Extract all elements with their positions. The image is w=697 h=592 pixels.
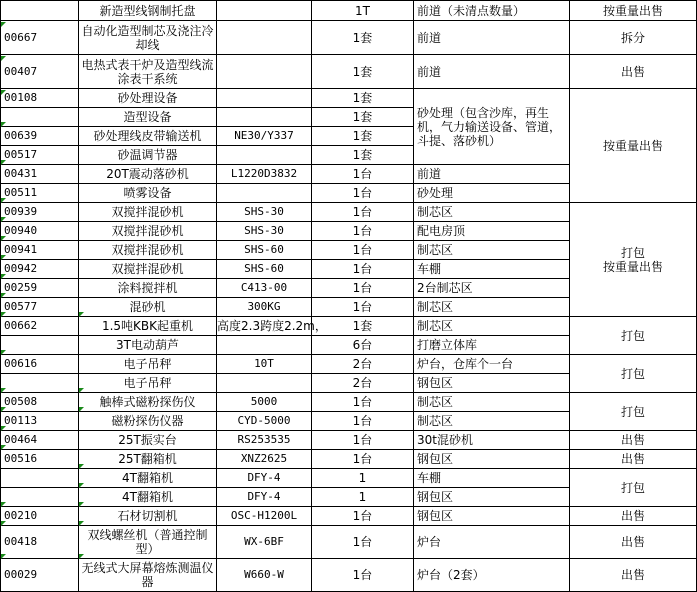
name-cell[interactable]: 25T振实台 [79,431,217,450]
comment-marker-icon [1,198,6,203]
qty-cell[interactable]: 1台 [312,203,414,222]
qty-cell[interactable]: 1套 [312,21,414,55]
name-cell[interactable]: 双搅拌混砂机 [79,260,217,279]
code-cell[interactable] [1,1,79,21]
name-cell[interactable]: 电子吊秤 [79,355,217,374]
comment-marker-icon [79,312,84,317]
model-cell[interactable]: W660-W [217,559,312,592]
model-cell[interactable] [217,108,312,127]
comment-marker-icon [79,521,84,526]
qty-cell[interactable]: 1套 [312,146,414,165]
disposition-cell[interactable]: 打包 [570,469,697,507]
disposition-cell[interactable]: 打包 [570,393,697,431]
name-cell[interactable]: 20T震动落砂机 [79,165,217,184]
disposition-cell[interactable]: 出售 [570,559,697,592]
name-cell[interactable]: 新造型线钢制托盘 [79,1,217,21]
model-cell[interactable]: C413-00 [217,279,312,298]
qty-cell[interactable]: 1台 [312,279,414,298]
location-cell[interactable]: 制芯区 [414,241,570,260]
name-cell[interactable]: 涂料搅拌机 [79,279,217,298]
code-cell[interactable]: 00616 [1,355,79,374]
code-cell[interactable] [1,488,79,507]
qty-cell[interactable]: 6台 [312,336,414,355]
location-cell[interactable]: 钢包区 [414,507,570,526]
code-cell[interactable]: 00431 [1,165,79,184]
location-cell[interactable]: 钢包区 [414,450,570,469]
code-cell[interactable] [1,374,79,393]
location-cell[interactable]: 制芯区 [414,298,570,317]
name-cell[interactable]: 磁粉探伤仪器 [79,412,217,431]
qty-cell[interactable]: 1台 [312,222,414,241]
code-cell[interactable]: 00511 [1,184,79,203]
qty-cell[interactable]: 1台 [312,165,414,184]
table-row [1,355,697,374]
comment-marker-icon [79,464,84,469]
table-row [1,317,697,336]
table-row [1,469,697,488]
qty-cell[interactable]: 1台 [312,241,414,260]
code-cell[interactable]: 00508 [1,393,79,412]
table-row [1,203,697,222]
model-cell[interactable]: SHS-60 [217,241,312,260]
comment-marker-icon [1,426,6,431]
comment-marker-icon [79,407,84,412]
name-cell[interactable]: 4T翻箱机 [79,469,217,488]
model-cell[interactable]: 5000 [217,393,312,412]
location-cell[interactable]: 制芯区 [414,203,570,222]
table-row [1,559,697,592]
code-cell[interactable]: 00667 [1,21,79,55]
code-cell[interactable]: 00113 [1,412,79,431]
comment-marker-icon [79,554,84,559]
comment-marker-icon [1,293,6,298]
name-cell[interactable]: 1.5吨KBK起重机 [79,317,217,336]
comment-marker-icon [1,122,6,127]
disposition-cell[interactable]: 打包 按重量出售 [570,203,697,317]
table-row [1,431,697,450]
disposition-cell[interactable]: 出售 [570,450,697,469]
code-cell[interactable] [1,108,79,127]
comment-marker-icon [79,483,84,488]
name-cell[interactable]: 砂处理线皮带输送机 [79,127,217,146]
model-cell[interactable]: OSC-H1200L [217,507,312,526]
code-cell[interactable]: 00942 [1,260,79,279]
location-cell[interactable]: 前道 [414,165,570,184]
location-cell[interactable]: 砂处理 [414,184,570,203]
model-cell[interactable]: WX-6BF [217,526,312,559]
comment-marker-icon [1,160,6,165]
comment-marker-icon [1,350,6,355]
comment-marker-icon [79,388,84,393]
model-cell[interactable] [217,374,312,393]
comment-marker-icon [79,502,84,507]
qty-cell[interactable]: 1套 [312,127,414,146]
location-cell[interactable]: 车棚 [414,469,570,488]
name-cell[interactable]: 触棒式磁粉探伤仪 [79,393,217,412]
name-cell[interactable]: 石材切割机 [79,507,217,526]
name-cell[interactable]: 自动化造型制芯及浇注冷却线 [79,21,217,55]
name-cell[interactable]: 3T电动葫芦 [79,336,217,355]
table-row [1,450,697,469]
table-row [1,526,697,559]
name-cell[interactable]: 无线式大屏幕熔炼测温仪器 [79,559,217,592]
qty-cell[interactable]: 1套 [312,317,414,336]
qty-cell[interactable]: 1套 [312,89,414,108]
table-row [1,1,697,21]
code-cell[interactable]: 00210 [1,507,79,526]
name-cell[interactable]: 喷雾设备 [79,184,217,203]
model-cell[interactable]: 300KG [217,298,312,317]
location-cell[interactable]: 钢包区 [414,488,570,507]
location-cell[interactable]: 2台制芯区 [414,279,570,298]
disposition-cell[interactable]: 按重量出售 [570,1,697,21]
model-cell[interactable] [217,55,312,89]
disposition-cell[interactable]: 按重量出售 [570,89,697,203]
name-cell[interactable]: 双搅拌混砂机 [79,203,217,222]
location-cell[interactable]: 制芯区 [414,317,570,336]
location-cell[interactable]: 前道 [414,21,570,55]
code-cell[interactable]: 00577 [1,298,79,317]
name-cell[interactable]: 双线螺丝机（普通控制型） [79,526,217,559]
table-row [1,55,697,89]
name-cell[interactable]: 砂温调节器 [79,146,217,165]
qty-cell[interactable]: 1台 [312,393,414,412]
model-cell[interactable] [217,89,312,108]
model-cell[interactable]: XNZ2625 [217,450,312,469]
location-cell[interactable]: 炉台，仓库个一台 [414,355,570,374]
comment-marker-icon [1,236,6,241]
location-cell[interactable]: 前道（未清点数量） [414,1,570,21]
model-cell[interactable]: L1220D3832 [217,165,312,184]
disposition-cell[interactable]: 打包 [570,317,697,355]
model-cell[interactable]: 高度2.3跨度2.2m， [217,317,312,336]
comment-marker-icon [1,407,6,412]
code-cell[interactable]: 00108 [1,89,79,108]
qty-cell[interactable]: 1套 [312,55,414,89]
code-cell[interactable]: 00418 [1,526,79,559]
location-cell[interactable]: 配电房顶 [414,222,570,241]
code-cell[interactable]: 00517 [1,146,79,165]
comment-marker-icon [1,312,6,317]
table-row [1,21,697,55]
qty-cell[interactable]: 2台 [312,355,414,374]
model-cell[interactable]: 10T [217,355,312,374]
code-cell[interactable]: 00639 [1,127,79,146]
name-cell[interactable]: 砂处理设备 [79,89,217,108]
table-row [1,507,697,526]
name-cell[interactable]: 双搅拌混砂机 [79,222,217,241]
comment-marker-icon [1,22,6,27]
code-cell[interactable] [1,469,79,488]
location-cell[interactable]: 砂处理（包含沙库，再生机，气力输送设备、管道，斗提、落砂机） [414,89,570,165]
comment-marker-icon [1,502,6,507]
model-cell[interactable]: DFY-4 [217,469,312,488]
code-cell[interactable]: 00259 [1,279,79,298]
qty-cell[interactable]: 1台 [312,450,414,469]
model-cell[interactable] [217,21,312,55]
comment-marker-icon [1,521,6,526]
qty-cell[interactable]: 1台 [312,559,414,592]
disposition-cell[interactable]: 打包 [570,355,697,393]
comment-marker-icon [1,56,6,61]
name-cell[interactable]: 电子吊秤 [79,374,217,393]
code-cell[interactable]: 00662 [1,317,79,336]
name-cell[interactable]: 造型设备 [79,108,217,127]
qty-cell[interactable]: 1台 [312,526,414,559]
location-cell[interactable]: 制芯区 [414,393,570,412]
qty-cell[interactable]: 2台 [312,374,414,393]
code-cell[interactable]: 00940 [1,222,79,241]
qty-cell[interactable]: 1 [312,488,414,507]
model-cell[interactable]: SHS-30 [217,203,312,222]
comment-marker-icon [1,274,6,279]
code-cell[interactable]: 00029 [1,559,79,592]
qty-cell[interactable]: 1台 [312,260,414,279]
model-cell[interactable] [217,184,312,203]
table-row [1,393,697,412]
location-cell[interactable]: 车棚 [414,260,570,279]
code-cell[interactable]: 00939 [1,203,79,222]
model-cell[interactable] [217,1,312,21]
code-cell[interactable]: 00464 [1,431,79,450]
qty-cell[interactable]: 1套 [312,108,414,127]
model-cell[interactable] [217,336,312,355]
code-cell[interactable] [1,336,79,355]
code-cell[interactable]: 00516 [1,450,79,469]
name-cell[interactable]: 电热式表干炉及造型线流涂表干系统 [79,55,217,89]
qty-cell[interactable]: 1 [312,469,414,488]
qty-cell[interactable]: 1T [312,1,414,21]
model-cell[interactable]: SHS-30 [217,222,312,241]
comment-marker-icon [1,255,6,260]
disposition-cell[interactable]: 出售 [570,526,697,559]
location-cell[interactable]: 制芯区 [414,412,570,431]
table-row [1,89,697,108]
comment-marker-icon [1,445,6,450]
comment-marker-icon [1,554,6,559]
disposition-cell[interactable]: 出售 [570,55,697,89]
code-cell[interactable]: 00407 [1,55,79,89]
location-cell[interactable]: 炉台 [414,526,570,559]
model-cell[interactable]: DFY-4 [217,488,312,507]
qty-cell[interactable]: 1台 [312,298,414,317]
model-cell[interactable]: SHS-60 [217,260,312,279]
name-cell[interactable]: 双搅拌混砂机 [79,241,217,260]
model-cell[interactable]: NE30/Y337 [217,127,312,146]
comment-marker-icon [1,217,6,222]
qty-cell[interactable]: 1台 [312,431,414,450]
disposition-cell[interactable]: 拆分 [570,21,697,55]
location-cell[interactable]: 钢包区 [414,374,570,393]
code-cell[interactable]: 00941 [1,241,79,260]
qty-cell[interactable]: 1台 [312,412,414,431]
model-cell[interactable]: RS253535 [217,431,312,450]
name-cell[interactable]: 混砂机 [79,298,217,317]
location-cell[interactable]: 前道 [414,55,570,89]
name-cell[interactable]: 25T翻箱机 [79,450,217,469]
disposition-cell[interactable]: 出售 [570,431,697,450]
qty-cell[interactable]: 1台 [312,507,414,526]
model-cell[interactable]: CYD-5000 [217,412,312,431]
comment-marker-icon [1,90,6,95]
model-cell[interactable] [217,146,312,165]
qty-cell[interactable]: 1台 [312,184,414,203]
location-cell[interactable]: 炉台（2套） [414,559,570,592]
disposition-cell[interactable]: 出售 [570,507,697,526]
location-cell[interactable]: 30t混砂机 [414,431,570,450]
location-cell[interactable]: 打磨立体库 [414,336,570,355]
name-cell[interactable]: 4T翻箱机 [79,488,217,507]
comment-marker-icon [1,388,6,393]
